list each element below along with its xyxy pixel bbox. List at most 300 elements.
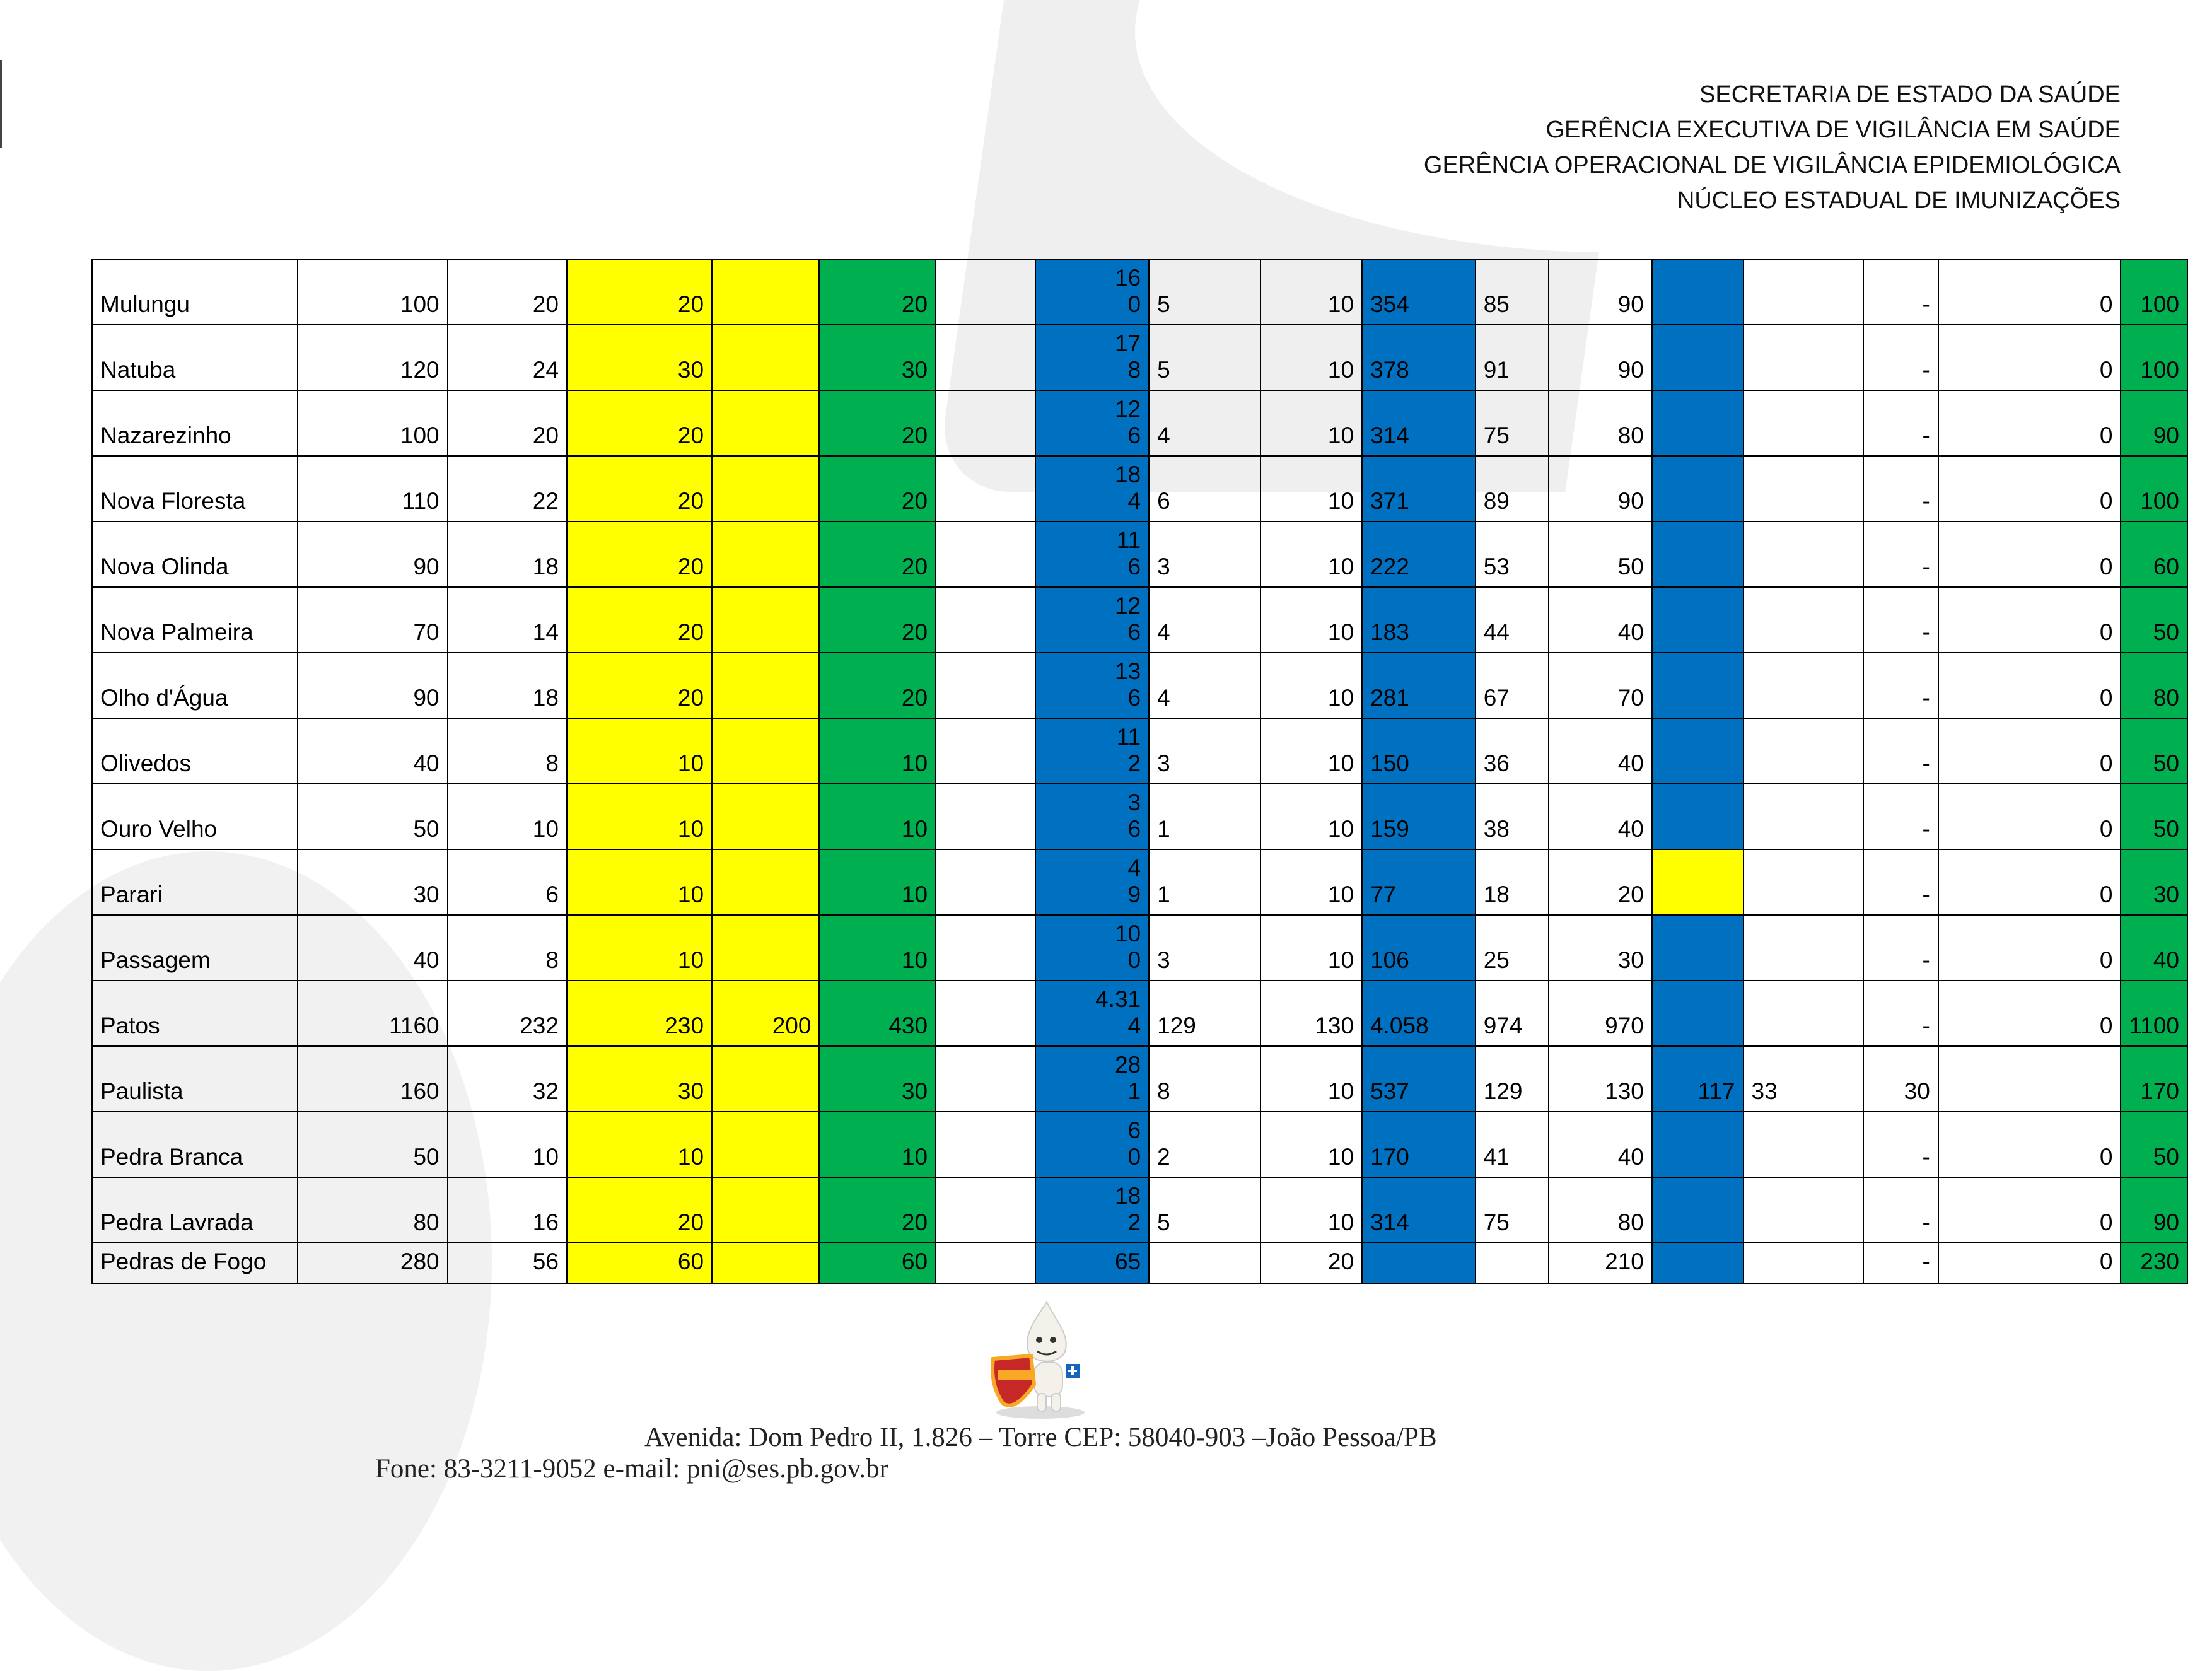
value-cell xyxy=(1743,981,1863,1046)
value-cell: 10 xyxy=(448,1112,567,1177)
value-line-1: 28 xyxy=(1114,1052,1141,1078)
value-cell xyxy=(1035,981,1149,1046)
value-cell: 60 xyxy=(819,1243,936,1283)
value-cell xyxy=(1035,1243,1149,1283)
value-cell: 0 xyxy=(1938,784,2121,849)
value-cell: 90 xyxy=(1549,325,1652,390)
table-row xyxy=(92,1112,2187,1177)
value-cell: 0 xyxy=(1938,587,2121,653)
value-cell: 130 xyxy=(1549,1046,1652,1112)
value-line-2: 6 xyxy=(1127,685,1141,711)
value-cell: 230 xyxy=(2121,1243,2187,1283)
value-cell: 20 xyxy=(819,521,936,587)
value-cell xyxy=(1035,587,1149,653)
value-cell: 50 xyxy=(2121,718,2187,784)
value-cell: 50 xyxy=(1549,521,1652,587)
value-cell xyxy=(936,1112,1035,1177)
value-cell: 20 xyxy=(567,653,712,718)
value-cell: 70 xyxy=(298,587,448,653)
value-line-2: 0 xyxy=(1127,1144,1141,1170)
value-line-1: 13 xyxy=(1114,658,1141,684)
value-cell xyxy=(1035,784,1149,849)
value-cell xyxy=(1938,1046,2121,1112)
vaccination-table xyxy=(91,259,2188,1284)
value-line-2: 8 xyxy=(1127,357,1141,383)
value-cell xyxy=(1743,784,1863,849)
header-line-4: NÚCLEO ESTADUAL DE IMUNIZAÇÕES xyxy=(1677,187,2121,214)
value-cell: - xyxy=(1863,259,1938,325)
value-cell xyxy=(936,718,1035,784)
value-cell xyxy=(1035,1177,1149,1243)
value-cell: 200 xyxy=(712,981,819,1046)
value-cell: 20 xyxy=(819,653,936,718)
value-cell xyxy=(936,390,1035,456)
value-line-2: 6 xyxy=(1127,619,1141,645)
value-cell xyxy=(712,718,819,784)
value-line-1: 18 xyxy=(1114,462,1141,487)
value-cell: - xyxy=(1863,587,1938,653)
value-cell xyxy=(712,915,819,981)
value-cell: 314 xyxy=(1362,390,1476,456)
value-cell xyxy=(1652,849,1743,915)
value-cell: 129 xyxy=(1149,981,1260,1046)
value-cell: 0 xyxy=(1938,1243,2121,1283)
value-cell: - xyxy=(1863,718,1938,784)
value-line-2: 1 xyxy=(1127,1078,1141,1104)
table-row xyxy=(92,259,2187,325)
value-cell: 40 xyxy=(1549,1112,1652,1177)
value-cell: 1160 xyxy=(298,981,448,1046)
value-cell: 24 xyxy=(448,325,567,390)
value-cell: 10 xyxy=(1260,1112,1362,1177)
value-cell xyxy=(1652,390,1743,456)
value-cell: 10 xyxy=(1260,1046,1362,1112)
value-cell: 280 xyxy=(298,1243,448,1283)
value-cell xyxy=(936,1177,1035,1243)
value-cell: 30 xyxy=(298,849,448,915)
table-row xyxy=(92,1177,2187,1243)
value-cell: 537 xyxy=(1362,1046,1476,1112)
value-line-2: 0 xyxy=(1127,947,1141,973)
value-cell: 80 xyxy=(1549,1177,1652,1243)
value-cell: 20 xyxy=(448,390,567,456)
value-cell xyxy=(1743,1243,1863,1283)
value-cell: 2 xyxy=(1149,1112,1260,1177)
value-cell: 40 xyxy=(2121,915,2187,981)
value-line-1: 17 xyxy=(1114,330,1141,356)
value-cell: 60 xyxy=(2121,521,2187,587)
value-cell: 110 xyxy=(298,456,448,521)
value-cell: 90 xyxy=(1549,259,1652,325)
value-cell: 67 xyxy=(1476,653,1549,718)
value-line-1: 11 xyxy=(1116,724,1141,750)
value-cell xyxy=(712,259,819,325)
value-cell xyxy=(936,521,1035,587)
value-cell: 0 xyxy=(1938,849,2121,915)
value-cell: 150 xyxy=(1362,718,1476,784)
value-cell: 18 xyxy=(448,653,567,718)
value-cell: 85 xyxy=(1476,259,1549,325)
value-cell: 3 xyxy=(1149,915,1260,981)
value-cell: 4 xyxy=(1149,653,1260,718)
value-cell: 70 xyxy=(1549,653,1652,718)
value-line-1: 11 xyxy=(1116,527,1141,553)
value-cell xyxy=(1035,718,1149,784)
value-line-2: 9 xyxy=(1127,882,1141,907)
value-cell: 100 xyxy=(298,390,448,456)
value-cell xyxy=(712,1177,819,1243)
municipality-cell: Pedras de Fogo xyxy=(92,1243,298,1283)
value-cell: 56 xyxy=(448,1243,567,1283)
value-cell: 50 xyxy=(2121,587,2187,653)
value-cell xyxy=(1743,587,1863,653)
municipality-cell: Natuba xyxy=(92,325,298,390)
value-cell: 50 xyxy=(298,1112,448,1177)
value-cell: 10 xyxy=(1260,849,1362,915)
value-cell: 230 xyxy=(567,981,712,1046)
value-cell xyxy=(1652,1243,1743,1283)
value-cell: 20 xyxy=(1549,849,1652,915)
value-cell: 1 xyxy=(1149,849,1260,915)
value-cell: 80 xyxy=(1549,390,1652,456)
value-cell: - xyxy=(1863,1243,1938,1283)
value-cell: 30 xyxy=(1863,1046,1938,1112)
table-row xyxy=(92,653,2187,718)
municipality-cell: Ouro Velho xyxy=(92,784,298,849)
value-cell xyxy=(936,849,1035,915)
value-cell: 100 xyxy=(2121,456,2187,521)
value-cell: 183 xyxy=(1362,587,1476,653)
value-cell: 0 xyxy=(1938,915,2121,981)
value-cell xyxy=(1652,1177,1743,1243)
value-cell: 10 xyxy=(1260,325,1362,390)
mascot-illustration xyxy=(971,1296,1110,1422)
value-cell: 0 xyxy=(1938,1112,2121,1177)
value-cell: 222 xyxy=(1362,521,1476,587)
value-cell: 371 xyxy=(1362,456,1476,521)
value-cell: 14 xyxy=(448,587,567,653)
municipality-cell: Paulista xyxy=(92,1046,298,1112)
municipality-cell: Nazarezinho xyxy=(92,390,298,456)
value-cell: 129 xyxy=(1476,1046,1549,1112)
value-cell: 354 xyxy=(1362,259,1476,325)
table-row xyxy=(92,1046,2187,1112)
value-cell xyxy=(1035,1046,1149,1112)
value-line-2: 6 xyxy=(1127,554,1141,579)
value-cell xyxy=(1035,849,1149,915)
table-row xyxy=(92,915,2187,981)
value-line-2: 0 xyxy=(1127,291,1141,317)
value-cell: 1100 xyxy=(2121,981,2187,1046)
value-cell: 8 xyxy=(448,718,567,784)
value-cell: 18 xyxy=(448,521,567,587)
value-line-1: 10 xyxy=(1114,921,1141,946)
value-cell xyxy=(1652,915,1743,981)
value-cell: 20 xyxy=(819,259,936,325)
value-cell xyxy=(1743,521,1863,587)
table-row xyxy=(92,521,2187,587)
value-cell xyxy=(1743,1112,1863,1177)
table-row xyxy=(92,325,2187,390)
value-cell xyxy=(712,456,819,521)
value-cell: 36 xyxy=(1476,718,1549,784)
value-cell: 33 xyxy=(1743,1046,1863,1112)
value-cell: 0 xyxy=(1938,325,2121,390)
value-cell: 4.058 xyxy=(1362,981,1476,1046)
value-cell: 10 xyxy=(819,849,936,915)
value-cell: 40 xyxy=(1549,784,1652,849)
value-cell: 120 xyxy=(298,325,448,390)
value-cell xyxy=(712,1046,819,1112)
value-cell: 89 xyxy=(1476,456,1549,521)
municipality-cell: Passagem xyxy=(92,915,298,981)
value-cell: - xyxy=(1863,784,1938,849)
document-header xyxy=(1424,77,2121,218)
corner-mark xyxy=(0,60,6,148)
value-cell: 10 xyxy=(1260,915,1362,981)
footer-contact: Fone: 83-3211-9052 e-mail: pni@ses.pb.gov.br xyxy=(375,1454,888,1484)
value-cell: 10 xyxy=(1260,587,1362,653)
value-cell xyxy=(1035,325,1149,390)
value-line-1: 4 xyxy=(1127,855,1141,881)
value-cell: 314 xyxy=(1362,1177,1476,1243)
value-cell xyxy=(936,325,1035,390)
value-cell: 0 xyxy=(1938,1177,2121,1243)
value-cell: - xyxy=(1863,325,1938,390)
value-line-1: 4.31 xyxy=(1095,986,1141,1012)
value-cell: 20 xyxy=(819,1177,936,1243)
value-cell xyxy=(1743,325,1863,390)
value-cell: 10 xyxy=(1260,1177,1362,1243)
value-cell: 38 xyxy=(1476,784,1549,849)
header-line-1: SECRETARIA DE ESTADO DA SAÚDE xyxy=(1699,81,2121,108)
value-cell: 0 xyxy=(1938,718,2121,784)
value-cell: 106 xyxy=(1362,915,1476,981)
value-line-1: 18 xyxy=(1114,1183,1141,1209)
value-line-2: 6 xyxy=(1127,422,1141,448)
value-cell: - xyxy=(1863,849,1938,915)
value-cell: 5 xyxy=(1149,1177,1260,1243)
value-cell xyxy=(936,784,1035,849)
table-row xyxy=(92,1243,2187,1283)
value-cell: 10 xyxy=(1260,784,1362,849)
value-cell: 10 xyxy=(819,784,936,849)
value-cell: 50 xyxy=(298,784,448,849)
value-cell: 1 xyxy=(1149,784,1260,849)
value-cell xyxy=(936,1243,1035,1283)
value-cell: 160 xyxy=(298,1046,448,1112)
value-cell: 10 xyxy=(819,1112,936,1177)
municipality-cell: Nova Floresta xyxy=(92,456,298,521)
value-cell: 0 xyxy=(1938,981,2121,1046)
value-cell: 20 xyxy=(819,587,936,653)
value-cell xyxy=(1743,653,1863,718)
value-cell xyxy=(712,390,819,456)
value-cell: - xyxy=(1863,1177,1938,1243)
value-cell: 10 xyxy=(1260,456,1362,521)
value-cell: 10 xyxy=(567,915,712,981)
value-cell xyxy=(936,915,1035,981)
value-cell: 100 xyxy=(2121,259,2187,325)
value-cell: 50 xyxy=(2121,1112,2187,1177)
municipality-cell: Parari xyxy=(92,849,298,915)
value-cell xyxy=(1652,325,1743,390)
value-cell xyxy=(712,784,819,849)
value-cell: 10 xyxy=(1260,521,1362,587)
value-cell: - xyxy=(1863,521,1938,587)
value-cell: 10 xyxy=(448,784,567,849)
value-cell xyxy=(1652,587,1743,653)
value-cell xyxy=(1652,521,1743,587)
value-cell: 8 xyxy=(1149,1046,1260,1112)
value-cell: 25 xyxy=(1476,915,1549,981)
value-cell: 117 xyxy=(1652,1046,1743,1112)
value-cell: 90 xyxy=(298,521,448,587)
value-cell: 90 xyxy=(1549,456,1652,521)
value-cell: 20 xyxy=(567,521,712,587)
value-cell xyxy=(1035,390,1149,456)
value-cell xyxy=(1652,718,1743,784)
value-cell: 32 xyxy=(448,1046,567,1112)
value-cell: 10 xyxy=(1260,718,1362,784)
municipality-cell: Pedra Branca xyxy=(92,1112,298,1177)
value-cell xyxy=(1743,849,1863,915)
value-cell: 10 xyxy=(819,718,936,784)
value-cell: 210 xyxy=(1549,1243,1652,1283)
value-cell: 20 xyxy=(1260,1243,1362,1283)
footer-address: Avenida: Dom Pedro II, 1.826 – Torre CEP: 58040-903 –João Pessoa/PB xyxy=(644,1423,1437,1452)
value-cell: 10 xyxy=(567,849,712,915)
value-cell: 3 xyxy=(1149,718,1260,784)
value-cell: 6 xyxy=(1149,456,1260,521)
value-cell: 60 xyxy=(567,1243,712,1283)
value-cell xyxy=(1652,456,1743,521)
value-cell xyxy=(712,587,819,653)
value-cell: 20 xyxy=(567,1177,712,1243)
value-cell: 8 xyxy=(448,915,567,981)
value-cell: 10 xyxy=(1260,653,1362,718)
value-cell xyxy=(1035,653,1149,718)
value-cell xyxy=(1035,521,1149,587)
value-line-1: 12 xyxy=(1114,396,1141,422)
value-cell: 22 xyxy=(448,456,567,521)
value-line-1: 3 xyxy=(1127,789,1141,815)
value-cell: 10 xyxy=(567,1112,712,1177)
value-cell: 20 xyxy=(567,456,712,521)
value-cell xyxy=(1743,456,1863,521)
table-row xyxy=(92,390,2187,456)
header-line-2: GERÊNCIA EXECUTIVA DE VIGILÂNCIA EM SAÚDE xyxy=(1545,117,2121,143)
value-cell: 20 xyxy=(819,456,936,521)
value-cell: 90 xyxy=(2121,1177,2187,1243)
municipality-cell: Nova Palmeira xyxy=(92,587,298,653)
value-line-2: 2 xyxy=(1127,1209,1141,1235)
value-cell: 10 xyxy=(1260,259,1362,325)
municipality-cell: Olivedos xyxy=(92,718,298,784)
value-cell: 30 xyxy=(567,325,712,390)
value-cell xyxy=(936,587,1035,653)
table-row xyxy=(92,981,2187,1046)
value-cell xyxy=(1743,259,1863,325)
value-cell: 0 xyxy=(1938,456,2121,521)
value-cell: 4 xyxy=(1149,587,1260,653)
value-cell xyxy=(1035,915,1149,981)
value-cell: 40 xyxy=(298,718,448,784)
value-cell: 5 xyxy=(1149,325,1260,390)
value-cell xyxy=(1035,456,1149,521)
value-cell: 100 xyxy=(298,259,448,325)
header-line-3: GERÊNCIA OPERACIONAL DE VIGILÂNCIA EPIDEMIOLÓGICA xyxy=(1423,152,2121,178)
value-cell: 20 xyxy=(567,587,712,653)
value-cell xyxy=(712,1243,819,1283)
value-cell: 91 xyxy=(1476,325,1549,390)
value-cell xyxy=(1652,1112,1743,1177)
value-cell xyxy=(1743,718,1863,784)
value-cell: 90 xyxy=(298,653,448,718)
value-cell: 44 xyxy=(1476,587,1549,653)
value-cell: 20 xyxy=(567,390,712,456)
value-cell: 30 xyxy=(819,325,936,390)
municipality-cell: Mulungu xyxy=(92,259,298,325)
value-cell: 20 xyxy=(819,390,936,456)
value-cell: 10 xyxy=(1260,390,1362,456)
value-line-1: 6 xyxy=(1127,1117,1141,1143)
value-cell xyxy=(1652,259,1743,325)
value-cell: 100 xyxy=(2121,325,2187,390)
value-cell: 20 xyxy=(567,259,712,325)
value-cell: 41 xyxy=(1476,1112,1549,1177)
value-cell: 53 xyxy=(1476,521,1549,587)
value-cell: - xyxy=(1863,456,1938,521)
value-cell xyxy=(712,849,819,915)
value-cell: 0 xyxy=(1938,390,2121,456)
value-cell: 378 xyxy=(1362,325,1476,390)
value-cell: 40 xyxy=(298,915,448,981)
value-cell xyxy=(1035,259,1149,325)
value-cell: 90 xyxy=(2121,390,2187,456)
value-cell: 0 xyxy=(1938,521,2121,587)
municipality-cell: Pedra Lavrada xyxy=(92,1177,298,1243)
value-cell: - xyxy=(1863,390,1938,456)
value-cell: 170 xyxy=(2121,1046,2187,1112)
value-cell: 10 xyxy=(567,784,712,849)
value-line-1: 12 xyxy=(1114,593,1141,619)
value-cell xyxy=(1652,981,1743,1046)
value-cell: 77 xyxy=(1362,849,1476,915)
table-row xyxy=(92,587,2187,653)
value-cell: 4 xyxy=(1149,390,1260,456)
value-cell xyxy=(712,325,819,390)
value-cell: 970 xyxy=(1549,981,1652,1046)
table-row xyxy=(92,784,2187,849)
value-cell: 50 xyxy=(2121,784,2187,849)
value-cell xyxy=(936,1046,1035,1112)
value-cell: 5 xyxy=(1149,259,1260,325)
value-cell: 159 xyxy=(1362,784,1476,849)
value-cell: 6 xyxy=(448,849,567,915)
value-cell: - xyxy=(1863,1112,1938,1177)
value-cell: 75 xyxy=(1476,390,1549,456)
value-cell xyxy=(712,521,819,587)
value-cell xyxy=(1476,1243,1549,1283)
value-cell xyxy=(1035,1112,1149,1177)
value-cell: 18 xyxy=(1476,849,1549,915)
value-cell: 30 xyxy=(567,1046,712,1112)
value-line-1: 65 xyxy=(1114,1249,1141,1274)
value-line-2: 4 xyxy=(1127,1013,1141,1039)
value-cell xyxy=(1362,1243,1476,1283)
value-cell xyxy=(1743,390,1863,456)
